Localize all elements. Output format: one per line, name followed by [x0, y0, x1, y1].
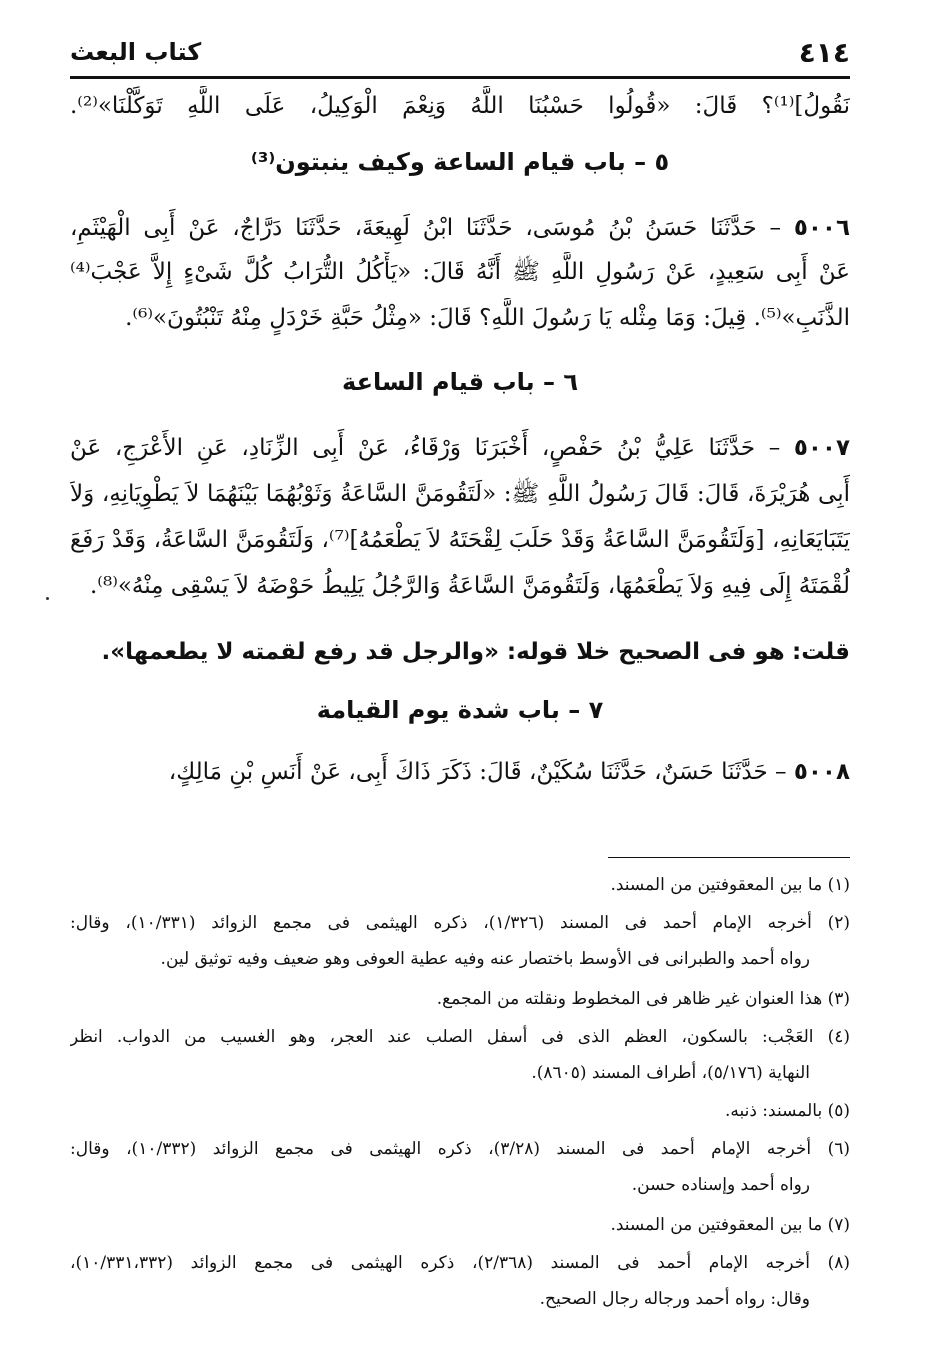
footnote-1: (١) ما بين المعقوفتين من المسند. [610, 875, 850, 895]
hadith-text: – حَدَّثَنَا حَسَنٌ، حَدَّثَنَا سُكَيْنٌ، قَالَ: ذَكَرَ ذَاكَ أَبِى، عَنْ أَنَسِ بْنِ مَالِكٍ، [168, 759, 787, 785]
footnote-3: (٣) هذا العنوان غير ظاهر فى المخطوط ونقلته من المجمع. [436, 989, 850, 1009]
footnote-6-cont: رواه أحمد وإسناده حسن. [631, 1175, 810, 1195]
editor-note [70, 632, 850, 672]
hadith-number: ٥٠٠٨ [793, 759, 850, 785]
hadith-5006-line-1 [70, 208, 850, 248]
footnote-8: (٨) أخرجه الإمام أحمد فى المسند (٢/٣٦٨)، ذكره الهيثمى فى مجمع الزوائد (١٠/٣٣١،٣٣٢)، [70, 1253, 850, 1273]
chapter-heading-7: ٧ – باب شدة يوم القيامة [316, 696, 604, 724]
hadith-number: ٥٠٠٧ [793, 435, 850, 461]
hadith-text: – حَدَّثَنَا حَسَنُ بْنُ مُوسَى، حَدَّثَنَا ابْنُ لَهِيعَةَ، حَدَّثَنَا دَرَّاجٌ، عَنْ أَبِى الْهَيْثَمِ، [70, 215, 782, 241]
chapter-heading-6: ٦ – باب قيام الساعة [342, 368, 578, 396]
note-label: قلت: [792, 639, 850, 665]
footnote-7: (٧) ما بين المعقوفتين من المسند. [610, 1215, 850, 1235]
footnote-4-cont: النهاية (٥/١٧٦)، أطراف المسند (٨٦٠٥). [531, 1063, 810, 1083]
hadith-5006-line-2: عَنْ أَبِى سَعِيدٍ، عَنْ رَسُولِ اللَّهِ ﷺ أَنَّهُ قَالَ: «يَأْكُلُ التُّرَابُ كُلَّ شَىْءٍ إِلاَّ عَجْبَ⁽⁴⁾ [70, 259, 850, 285]
hadith-5007-line-3: يَتَبَايَعَانِهِ، [وَلَتَقُومَنَّ السَّاعَةُ وَقَدْ حَلَبَ لِقْحَتَهُ لاَ يَطْعَمُهُ]⁽⁷⁾، وَلَتَقُومَنَّ السَّاعَةُ، وَقَدْ رَفَعَ [70, 527, 850, 553]
hadith-5008-line-1 [70, 752, 850, 792]
hadith-number: ٥٠٠٦ [793, 215, 850, 241]
footnote-5: (٥) بالمسند: ذنبه. [724, 1101, 850, 1121]
page-header [70, 36, 850, 76]
scan-speck [46, 597, 49, 600]
note-text: هو فى الصحيح خلا قوله: «والرجل قد رفع لقمته لا يطعمها». [101, 639, 785, 665]
page-number: ٤١٤ [798, 36, 850, 69]
footnote-4: (٤) العَجْب: بالسكون، العظم الذى فى أسفل الصلب عند العجر، وهو الغسيب من الدواب. انظر [70, 1027, 850, 1047]
header-rule [70, 76, 850, 79]
hadith-5007-line-2: أَبِى هُرَيْرَةَ، قَالَ: قَالَ رَسُولُ اللَّهِ ﷺ: «لَتَقُومَنَّ السَّاعَةُ وَثَوْبُهُمَا بَيْنَهُمَا لاَ يَطْوِيَانِهِ، وَلاَ [70, 481, 850, 507]
book-title: كتاب البعث [70, 38, 202, 66]
footnote-6: (٦) أخرجه الإمام أحمد فى المسند (٣/٢٨)، ذكره الهيثمى فى مجمع الزوائد (١٠/٣٣٢)، وقال: [70, 1139, 850, 1159]
footnote-8-cont: وقال: رواه أحمد ورجاله رجال الصحيح. [539, 1289, 810, 1309]
hadith-text: – حَدَّثَنَا عَلِيُّ بْنُ حَفْصٍ، أَخْبَرَنَا وَرْقَاءُ، عَنْ أَبِى الزِّنَادِ، عَنِ الأَعْرَجِ، عَنْ [70, 435, 781, 461]
hadith-5007-line-4: لُقْمَتَهُ إِلَى فِيهِ وَلاَ يَطْعَمُهَا، وَلَتَقُومَنَّ السَّاعَةُ وَالرَّجُلُ يَلِيطُ حَوْضَهُ لاَ يَسْقِى مِنْهُ»⁽⁸⁾. [89, 573, 850, 599]
footnote-2-cont: رواه أحمد والطبرانى فى الأوسط باختصار عنه وفيه عطية العوفى وهو ضعيف وفيه توثيق لين. [160, 949, 810, 969]
chapter-heading-5: ٥ – باب قيام الساعة وكيف ينبتون⁽³⁾ [250, 148, 670, 176]
hadith-5007-line-1 [70, 428, 850, 468]
footnote-divider [608, 857, 850, 858]
text-line: نَقُولُ]⁽¹⁾؟ قَالَ: «قُولُوا حَسْبُنَا اللَّهُ وَنِعْمَ الْوَكِيلُ، عَلَى اللَّهِ تَوَكَّلْنَا»⁽²⁾. [70, 93, 850, 119]
footnote-2: (٢) أخرجه الإمام أحمد فى المسند (١/٣٢٦)، ذكره الهيثمى فى مجمع الزوائد (١٠/٣٣١)، وقال: [70, 913, 850, 933]
hadith-5006-line-3: الذَّنَبِ»⁽⁵⁾. قِيلَ: وَمَا مِثْله يَا رَسُولَ اللَّهِ؟ قَالَ: «مِثْلُ حَبَّةِ خَرْدَلٍ مِنْهُ تَنْبُتُونَ»⁽⁶⁾. [125, 305, 850, 331]
